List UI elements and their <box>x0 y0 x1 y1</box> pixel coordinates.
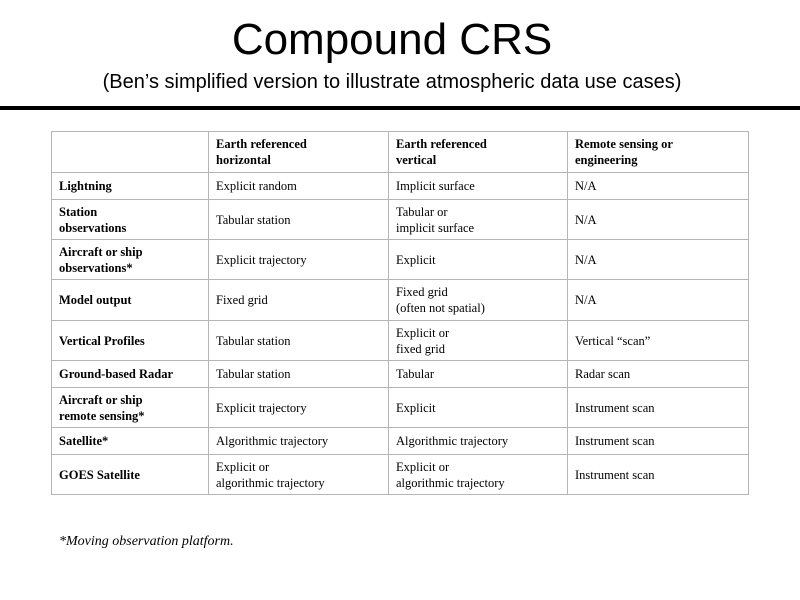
table-cell: Instrument scan <box>568 428 749 455</box>
table-cell: Fixed grid <box>209 280 389 321</box>
table-row <box>52 428 749 455</box>
table-cell: N/A <box>568 173 749 200</box>
table-row <box>52 361 749 388</box>
table-cell: Radar scan <box>568 361 749 388</box>
table-cell: Explicit trajectory <box>209 240 389 280</box>
table-cell: N/A <box>568 240 749 280</box>
table-header-row <box>52 132 749 173</box>
title-divider <box>0 106 800 110</box>
table-cell: Explicit <box>389 240 568 280</box>
table-cell: N/A <box>568 280 749 321</box>
table-cell: Explicit <box>389 388 568 428</box>
row-label: Satellite* <box>52 428 209 455</box>
table-cell: Explicit or fixed grid <box>389 321 568 361</box>
table-cell: Algorithmic trajectory <box>209 428 389 455</box>
crs-table <box>51 131 749 495</box>
table-cell: Fixed grid (often not spatial) <box>389 280 568 321</box>
footnote: *Moving observation platform. <box>59 534 234 549</box>
table-cell: Algorithmic trajectory <box>389 428 568 455</box>
table-row <box>52 280 749 321</box>
slide-subtitle: (Ben’s simplified version to illustrate atmospheric data use cases) <box>102 71 682 93</box>
table-cell: Explicit or algorithmic trajectory <box>389 455 568 495</box>
table-cell: Explicit random <box>209 173 389 200</box>
header-corner-cell <box>52 132 209 173</box>
row-label: Aircraft or ship remote sensing* <box>52 388 209 428</box>
table-row <box>52 240 749 280</box>
row-label: Model output <box>52 280 209 321</box>
table-cell: Tabular <box>389 361 568 388</box>
table-cell: Tabular or implicit surface <box>389 200 568 240</box>
table-cell: Instrument scan <box>568 388 749 428</box>
table-cell: Explicit trajectory <box>209 388 389 428</box>
table-cell: Implicit surface <box>389 173 568 200</box>
row-label: Vertical Profiles <box>52 321 209 361</box>
table-row <box>52 173 749 200</box>
table-cell: Tabular station <box>209 200 389 240</box>
table-cell: Tabular station <box>209 321 389 361</box>
header-vertical: Earth referenced vertical <box>389 132 568 173</box>
header-remote-sensing: Remote sensing or engineering <box>568 132 749 173</box>
table-row <box>52 455 749 495</box>
row-label: Aircraft or ship observations* <box>52 240 209 280</box>
row-label: Station observations <box>52 200 209 240</box>
table-cell: N/A <box>568 200 749 240</box>
slide-title: Compound CRS <box>231 15 553 64</box>
header-horizontal: Earth referenced horizontal <box>209 132 389 173</box>
table-cell: Vertical “scan” <box>568 321 749 361</box>
table-cell: Instrument scan <box>568 455 749 495</box>
table-row <box>52 200 749 240</box>
table-cell: Explicit or algorithmic trajectory <box>209 455 389 495</box>
row-label: Ground-based Radar <box>52 361 209 388</box>
row-label: GOES Satellite <box>52 455 209 495</box>
table-cell: Tabular station <box>209 361 389 388</box>
table-row <box>52 321 749 361</box>
table-row <box>52 388 749 428</box>
row-label: Lightning <box>52 173 209 200</box>
